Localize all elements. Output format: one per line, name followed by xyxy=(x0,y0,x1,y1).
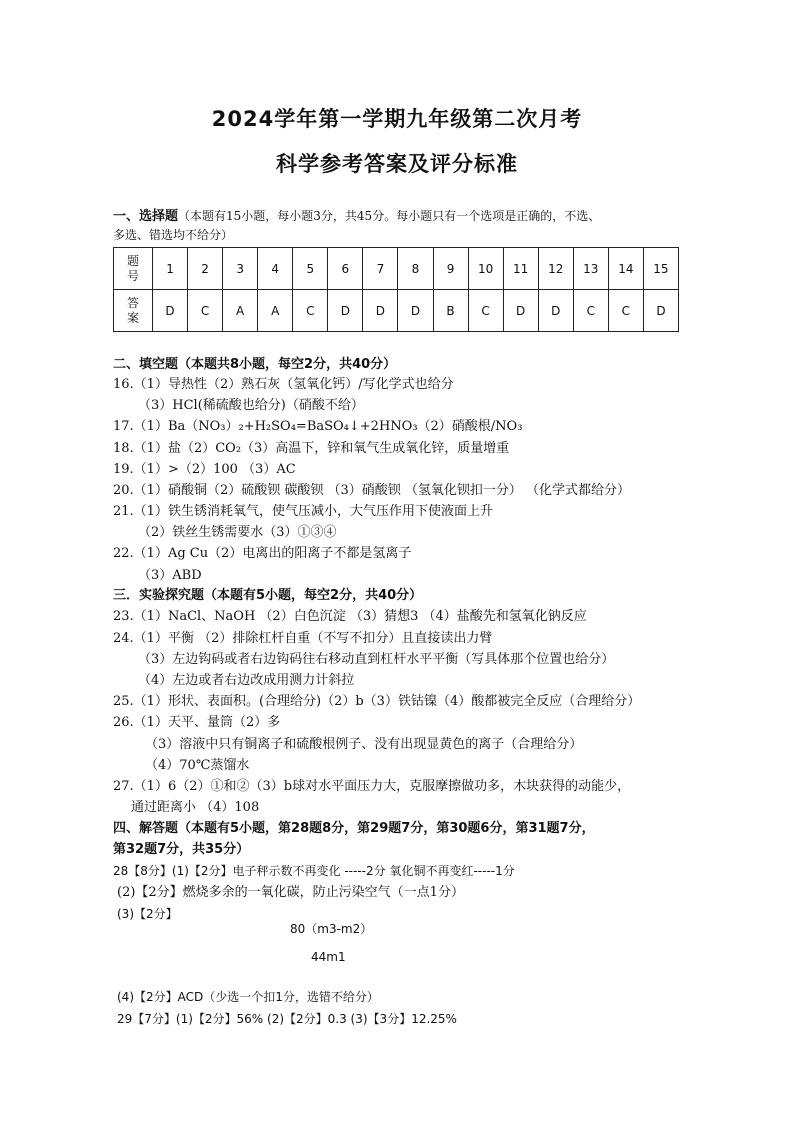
answer-21-part1: 21.（1）铁生锈消耗氧气，使气压减小，大气压作用下使液面上升 xyxy=(113,504,493,519)
answer-27-part2: 通过距离小 （4）108 xyxy=(131,800,260,815)
answer-27-part1: 27.（1）6（2）①和②（3）b球对水平面压力大，克服摩擦做功多，木块获得的动能少， xyxy=(113,779,631,794)
answer-23: 23.（1）NaCl、NaOH （2）白色沉淀 （3）猜想3 （4）盐酸先和氢氧化钠反应 xyxy=(113,609,587,624)
question-number-cell: 11 xyxy=(503,248,538,290)
answer-18: 18.（1）盐（2）CO₂（3）高温下，锌和氧气生成氧化锌，质量增重 xyxy=(113,441,510,456)
question-number-cell: 10 xyxy=(468,248,503,290)
answer-16-part2: （3）HCl(稀硫酸也给分)（硝酸不给） xyxy=(138,398,364,413)
answer-17: 17.（1）Ba（NO₃）₂+H₂SO₄=BaSO₄↓+2HNO₃（2）硝酸根/NO₃ xyxy=(113,419,523,434)
question-number-cell: 5 xyxy=(293,248,328,290)
answer-cell: C xyxy=(468,290,503,332)
answer-20: 20.（1）硝酸铜（2）硫酸钡 碳酸钡 （3）硝酸钡 （氢氧化钡扣一分） （化学式都给分） xyxy=(113,483,631,498)
exam-subtitle: 科学参考答案及评分标准 xyxy=(276,152,518,176)
answer-cell: A xyxy=(223,290,258,332)
answer-cell: D xyxy=(643,290,678,332)
question-number-cell: 1 xyxy=(153,248,188,290)
section1-note-continued: 多选、错选均不给分） xyxy=(113,228,234,242)
answer-24-part1: 24.（1）平衡 （2）排除杠杆自重（不写不扣分）且直接读出力臂 xyxy=(113,631,493,646)
answer-cell: D xyxy=(538,290,573,332)
section1-heading-line xyxy=(113,207,600,226)
section4-heading: 四、解答题（本题有5小题，第28题8分，第29题7分，第30题6分，第31题7分， xyxy=(113,821,595,836)
question-number-cell: 15 xyxy=(643,248,678,290)
answer-19: 19.（1）>（2）100 （3）AC xyxy=(113,462,296,477)
answer-25: 25.（1）形状、表面积。(合理给分)（2）b（3）铁钴镍（4）酸都被完全反应（合理给分） xyxy=(113,694,641,709)
answer-cell: C xyxy=(188,290,223,332)
answer-cell: D xyxy=(398,290,433,332)
answer-table-number-row xyxy=(114,248,679,290)
answer-cell: A xyxy=(258,290,293,332)
answer-28-part2: (2)【2分】燃烧多余的一氧化碳，防止污染空气（一点1分） xyxy=(117,885,464,900)
question-number-cell: 7 xyxy=(363,248,398,290)
answer-22-part1: 22.（1）Ag Cu（2）电离出的阳离子不都是氢离子 xyxy=(113,546,412,561)
answer-28-part4: (4)【2分】ACD（少选一个扣1分，选错不给分） xyxy=(117,990,379,1004)
answer-table-answer-row xyxy=(114,290,679,332)
answer-21-part2: （2）铁丝生锈需要水（3）①③④ xyxy=(138,525,337,540)
question-number-cell: 8 xyxy=(398,248,433,290)
answer-cell: C xyxy=(293,290,328,332)
answer-22-part2: （3）ABD xyxy=(138,568,202,583)
section2-heading: 二、填空题（本题共8小题，每空2分，共40分） xyxy=(113,357,397,372)
row-label-question: 题 号 xyxy=(114,248,153,290)
answer-cell: D xyxy=(503,290,538,332)
answer-cell: D xyxy=(363,290,398,332)
answer-table xyxy=(113,247,679,332)
answer-29: 29【7分】(1)【2分】56% (2)【2分】0.3 (3)【3分】12.25% xyxy=(117,1012,457,1026)
answer-26-part2: （3）溶液中只有铜离子和硫酸根例子、没有出现显黄色的离子（合理给分） xyxy=(145,737,583,752)
question-number-cell: 14 xyxy=(608,248,643,290)
section1-note: （本题有15小题，每小题3分，共45分。每小题只有一个选项是正确的，不选、 xyxy=(178,209,601,223)
section4-heading-continued: 第32题7分，共35分） xyxy=(113,842,250,857)
question-number-cell: 12 xyxy=(538,248,573,290)
answer-24-part3: （4）左边或者右边改成用测力计斜拉 xyxy=(138,673,355,688)
answer-28-part3: (3)【2分】 xyxy=(117,907,178,921)
question-number-cell: 6 xyxy=(328,248,363,290)
question-number-cell: 13 xyxy=(573,248,608,290)
question-number-cell: 4 xyxy=(258,248,293,290)
exam-title: 2024学年第一学期九年级第二次月考 xyxy=(211,107,583,131)
answer-cell: B xyxy=(433,290,468,332)
answer-cell: C xyxy=(608,290,643,332)
answer-26-part3: （4）70℃蒸馏水 xyxy=(145,758,250,773)
row-label-answer: 答 案 xyxy=(114,290,153,332)
question-number-cell: 3 xyxy=(223,248,258,290)
answer-16-part1: 16.（1）导热性（2）熟石灰（氢氧化钙）/写化学式也给分 xyxy=(113,377,454,392)
fraction-numerator: 80（m3-m2） xyxy=(290,922,373,936)
answer-28-part1: 28【8分】(1)【2分】电子秤示数不再变化 -----2分 氧化铜不再变红-----1分 xyxy=(113,864,515,878)
answer-cell: C xyxy=(573,290,608,332)
section3-heading: 三．实验探究题（本题有5小题，每空2分，共40分） xyxy=(113,588,423,603)
answer-24-part2: （3）左边钩码或者右边钩码往右移动直到杠杆水平平衡（写具体那个位置也给分） xyxy=(138,652,615,667)
question-number-cell: 9 xyxy=(433,248,468,290)
fraction-denominator: 44m1 xyxy=(311,950,346,964)
answer-cell: D xyxy=(153,290,188,332)
question-number-cell: 2 xyxy=(188,248,223,290)
section1-heading: 一、选择题 xyxy=(113,209,179,224)
answer-cell: D xyxy=(328,290,363,332)
answer-26-part1: 26.（1）天平、量筒（2）多 xyxy=(113,715,281,730)
